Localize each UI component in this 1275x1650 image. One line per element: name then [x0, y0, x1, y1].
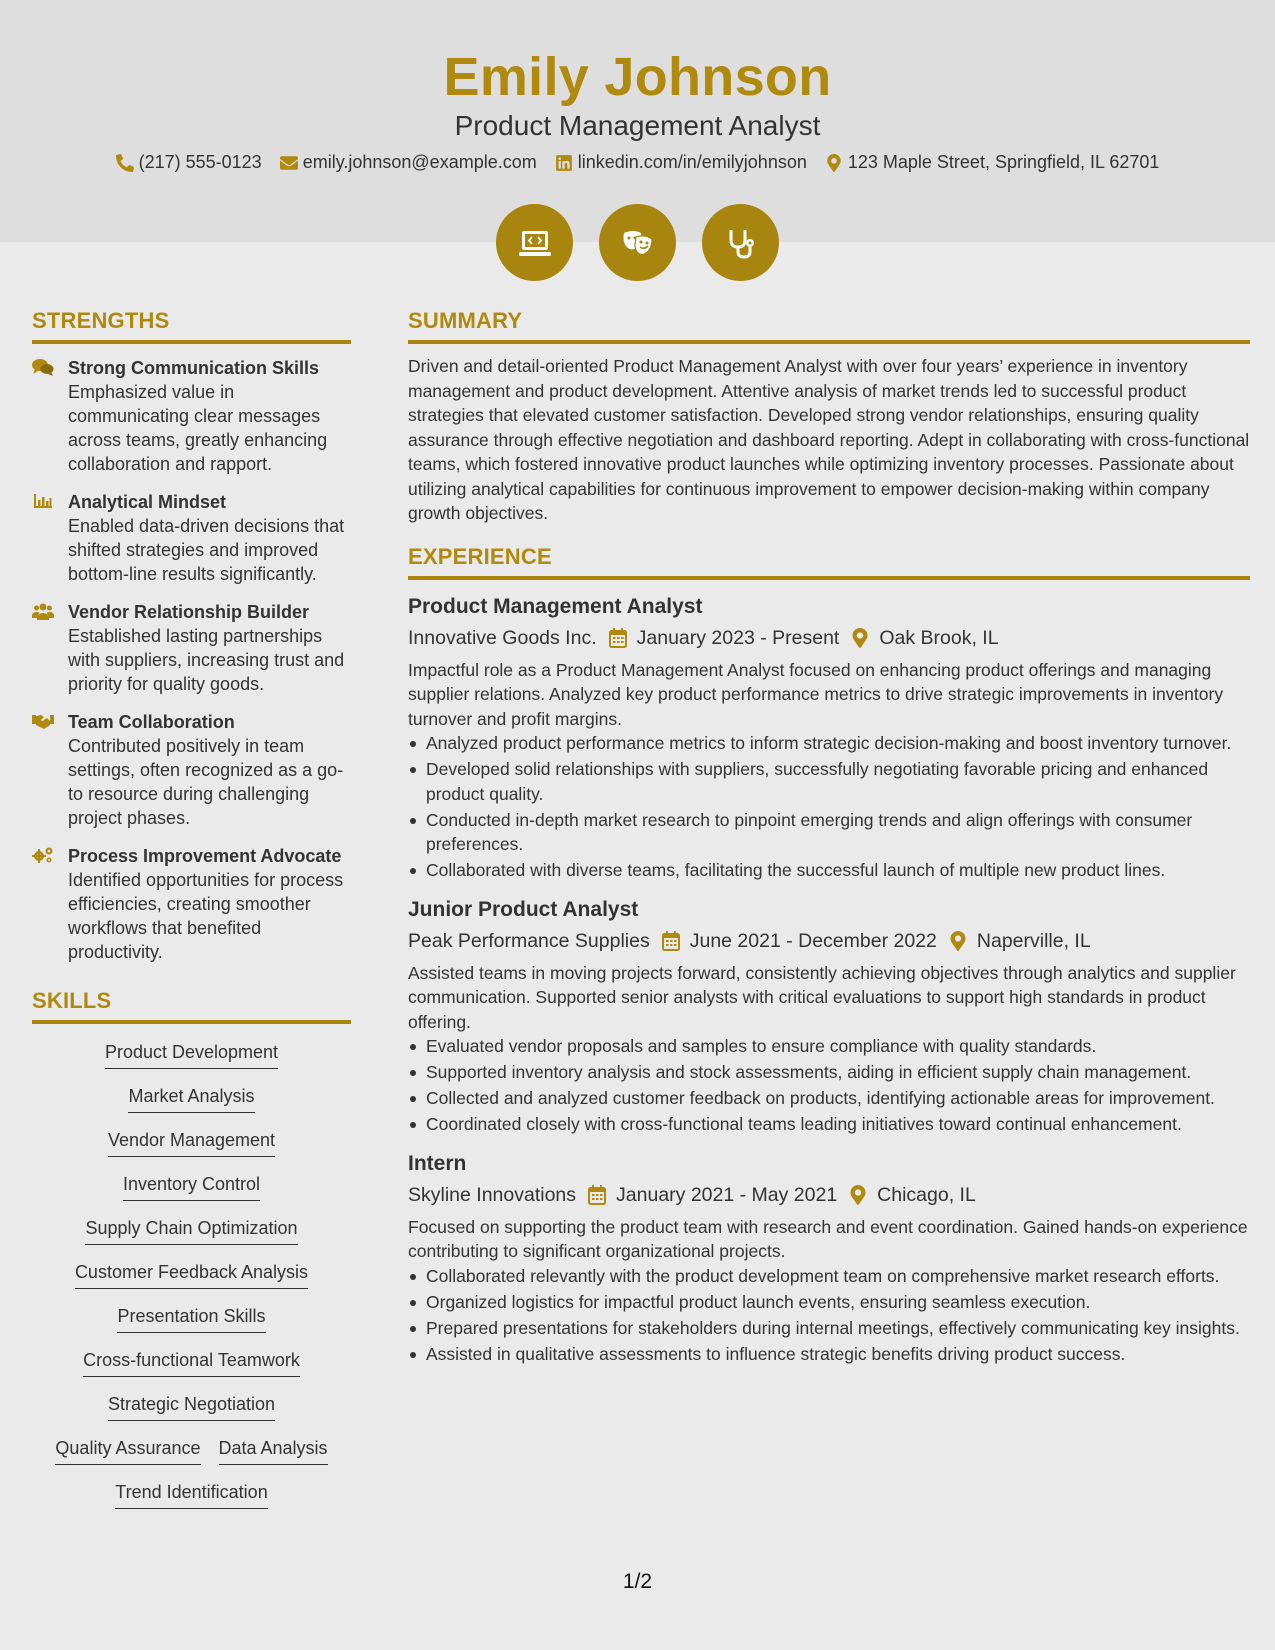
map-marker-icon	[851, 628, 869, 648]
strength-item	[32, 490, 351, 586]
map-marker-icon	[849, 1185, 867, 1205]
job-entry	[408, 592, 1250, 883]
job-dates: June 2021 - December 2022	[689, 929, 937, 952]
skill-tag: Data Analysis	[219, 1436, 328, 1465]
phone-text: (217) 555-0123	[138, 152, 262, 172]
job-dates: January 2023 - Present	[636, 626, 840, 649]
strength-item	[32, 844, 351, 964]
envelope-icon	[280, 154, 298, 172]
comments-icon	[32, 356, 56, 476]
summary-heading: SUMMARY	[408, 308, 1250, 344]
job-bullet: Collaborated with diverse teams, facilitating the successful launch of multiple new product lines.	[408, 858, 1250, 883]
job-location: Naperville, IL	[976, 929, 1091, 952]
job-title: Junior Product Analyst	[408, 897, 639, 921]
job-entry	[408, 1149, 1250, 1367]
skill-tag: Vendor Management	[108, 1128, 275, 1157]
summary-text: Driven and detail-oriented Product Management Analyst with over four years’ experience in inventory management and product development. Attentive analysis of market trends led to successful product strategies that elevated customer satisfaction. Developed strong vendor relationships, ensuring quality assurance through effective negotiation and dashboard reporting. Adept in collaborating with cross-functional teams, which fostered innovative product launches while optimizing inventory processes. Passionate about utilizing analytical capabilities for continuous improvement to empower decision-making within company growth objectives.	[408, 356, 1250, 523]
strength-desc: Identified opportunities for process efficiencies, creating smoother workflows that benefited productivity.	[68, 870, 344, 962]
linkedin-text[interactable]: linkedin.com/in/emilyjohnson	[577, 152, 807, 172]
skill-tag: Trend Identification	[115, 1480, 267, 1509]
strength-title: Team Collaboration	[68, 712, 235, 732]
linkedin-icon	[555, 154, 573, 172]
strength-desc: Enabled data-driven decisions that shifted strategies and improved bottom-line results significantly.	[68, 516, 345, 584]
contact-linkedin[interactable]	[555, 152, 807, 173]
right-column	[408, 308, 1250, 1378]
job-description: Focused on supporting the product team with research and event coordination. Gained hands-on experience contributing to significant organizational projects.	[408, 1216, 1248, 1261]
job-title: Intern	[408, 1151, 467, 1175]
map-marker-icon	[825, 154, 843, 172]
job-bullet: Developed solid relationships with suppliers, successfully negotiating favorable pricing and enhanced product quality.	[408, 757, 1250, 806]
job-bullet: Collaborated relevantly with the product development team on comprehensive market research efforts.	[408, 1264, 1250, 1289]
skill-tag: Customer Feedback Analysis	[75, 1260, 308, 1289]
job-bullet: Analyzed product performance metrics to inform strategic decision-making and boost inventory turnover.	[408, 731, 1250, 756]
strength-title: Vendor Relationship Builder	[68, 602, 310, 622]
job-company: Peak Performance Supplies	[408, 929, 650, 952]
skill-tag: Market Analysis	[128, 1084, 254, 1113]
interest-icons	[0, 204, 1275, 281]
job-meta	[408, 622, 1250, 654]
strength-desc: Established lasting partnerships with suppliers, increasing trust and priority for quality goods.	[68, 626, 345, 694]
job-company: Skyline Innovations	[408, 1183, 577, 1206]
experience-heading: EXPERIENCE	[408, 544, 1250, 580]
phone-icon	[116, 154, 134, 172]
job-dates: January 2021 - May 2021	[616, 1183, 838, 1206]
handshake-icon	[32, 710, 56, 830]
contact-phone	[116, 152, 262, 173]
job-location: Oak Brook, IL	[879, 626, 999, 649]
cogs-icon	[32, 844, 56, 964]
calendar-icon	[609, 628, 627, 648]
contact-email[interactable]	[280, 152, 537, 173]
job-bullet: Supported inventory analysis and stock assessments, aiding in efficient supply chain management.	[408, 1060, 1250, 1085]
strength-title: Process Improvement Advocate	[68, 846, 342, 866]
skill-tag: Strategic Negotiation	[108, 1392, 275, 1421]
skill-tag: Product Development	[105, 1040, 278, 1069]
laptop-code-icon	[496, 204, 573, 281]
skill-tag: Supply Chain Optimization	[85, 1216, 297, 1245]
candidate-title: Product Management Analyst	[454, 110, 821, 141]
job-bullet: Collected and analyzed customer feedback on products, identifying actionable areas for improvement.	[408, 1086, 1250, 1111]
job-bullets	[408, 1264, 1250, 1367]
job-bullet: Conducted in-depth market research to pinpoint emerging trends and align offerings with consumer preferences.	[408, 808, 1250, 857]
contact-address	[825, 152, 1160, 173]
job-meta	[408, 925, 1250, 957]
calendar-icon	[588, 1185, 606, 1205]
job-bullet: Assisted in qualitative assessments to influence strategic benefits driving product success.	[408, 1342, 1250, 1367]
job-location: Chicago, IL	[877, 1183, 976, 1206]
page-number: 1/2	[622, 1570, 653, 1593]
stethoscope-icon	[702, 204, 779, 281]
left-column	[32, 308, 351, 1509]
calendar-icon	[662, 931, 680, 951]
address-text: 123 Maple Street, Springfield, IL 62701	[847, 152, 1160, 172]
job-company: Innovative Goods Inc.	[408, 626, 597, 649]
job-bullets	[408, 731, 1250, 883]
skill-tag: Quality Assurance	[55, 1436, 200, 1465]
job-bullet: Organized logistics for impactful product launch events, ensuring seamless execution.	[408, 1290, 1250, 1315]
strength-desc: Emphasized value in communicating clear messages across teams, greatly enhancing collaboration and rapport.	[68, 382, 328, 474]
users-icon	[32, 600, 56, 696]
job-bullet: Coordinated closely with cross-functional teams leading initiatives toward continual enhancement.	[408, 1112, 1250, 1137]
skill-tag: Presentation Skills	[117, 1304, 265, 1333]
skill-tag: Cross-functional Teamwork	[83, 1348, 300, 1377]
strength-title: Strong Communication Skills	[68, 358, 320, 378]
strength-title: Analytical Mindset	[68, 492, 227, 512]
theater-masks-icon	[599, 204, 676, 281]
strength-desc: Contributed positively in team settings, often recognized as a go-to resource during challenging project phases.	[68, 736, 344, 828]
job-description: Impactful role as a Product Management Analyst focused on enhancing product offerings and managing supplier relations. Analyzed key product performance metrics to drive strategic improvements in inventory turnover and profit margins.	[408, 659, 1224, 729]
strength-item	[32, 600, 351, 696]
job-entry	[408, 895, 1250, 1137]
job-description: Assisted teams in moving projects forward, consistently achieving objectives through analytics and supplier communication. Supported senior analysts with critical evaluations to support high standards in product offering.	[408, 962, 1236, 1032]
job-meta	[408, 1179, 1250, 1211]
job-title: Product Management Analyst	[408, 594, 703, 618]
map-marker-icon	[949, 931, 967, 951]
skills-heading: SKILLS	[32, 988, 351, 1024]
skills-list	[32, 1040, 351, 1509]
candidate-name: Emily Johnson	[443, 47, 832, 107]
job-bullet: Evaluated vendor proposals and samples to ensure compliance with quality standards.	[408, 1034, 1250, 1059]
strength-item	[32, 710, 351, 830]
job-bullets	[408, 1034, 1250, 1137]
skill-tag: Inventory Control	[123, 1172, 260, 1201]
chart-bar-icon	[32, 490, 56, 586]
job-bullet: Prepared presentations for stakeholders during internal meetings, effectively communicating key insights.	[408, 1316, 1250, 1341]
contact-bar	[0, 152, 1275, 173]
strengths-heading: STRENGTHS	[32, 308, 351, 344]
strength-item	[32, 356, 351, 476]
email-text[interactable]: emily.johnson@example.com	[302, 152, 537, 172]
